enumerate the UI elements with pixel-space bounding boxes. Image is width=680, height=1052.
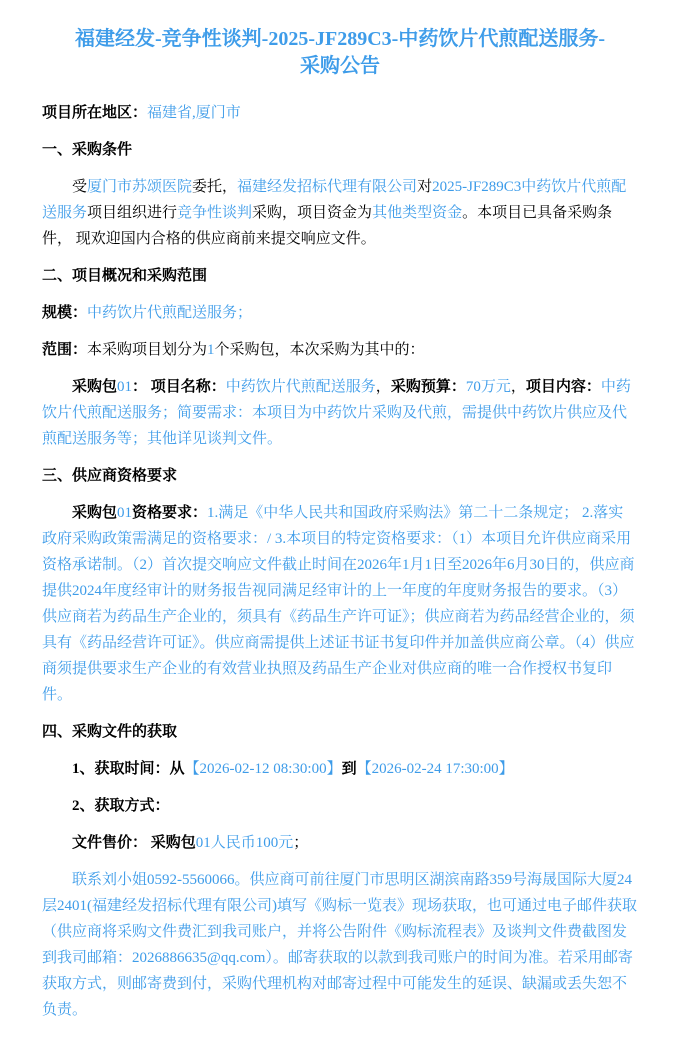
text-segment: 2025-JF289C3中药饮片代煎配送服务: [42, 179, 627, 221]
meta-line: [42, 300, 638, 326]
text-segment: 采购，项目资金为: [252, 205, 373, 221]
section-heading: 三、供应商资格要求: [42, 468, 178, 484]
text-segment: 对: [417, 179, 433, 195]
text-segment: 01人民币100元: [195, 835, 294, 851]
text-segment: 01: [117, 505, 133, 521]
text-segment: 范围：: [42, 342, 88, 358]
text-segment: 联系刘小姐0592-5560066。供应商可前往厦门市思明区湖滨南路359号海晟国际大厦24层2401(福建经发招标代理有限公司)填写《购标一览表》现场获取，也可通过电子邮件获取（供应商将采购文件费汇到我司账户，并将公告附件《购标流程表》及谈判文件费截图发到我司邮箱：2026886635@qq.com）。邮寄获取的以款到我司账户的时间为准。若采用邮寄获取方式，则邮寄费到付，采购代理机构对邮寄过程中可能发生的延误、缺漏或丢失恕不负责。: [42, 872, 637, 1018]
text-segment: 到: [341, 761, 357, 777]
paragraph: [42, 174, 638, 252]
text-segment: 中药饮片代煎配送服务；简要需求：本项目为中药饮片采购及代煎，需提供中药饮片供应及代煎配送服务等；其他详见谈判文件。: [42, 379, 631, 447]
text-segment: 竞争性谈判: [177, 205, 253, 221]
text-segment: ，: [510, 379, 526, 395]
text-segment: 委托，: [192, 179, 238, 195]
text-segment: 规模：: [42, 305, 88, 321]
text-segment: 个采购包，本次采购为其中的：: [214, 342, 425, 358]
text-segment: 。本项目已具备采购条件， 现欢迎国内合格的供应商前来提交响应文件。: [42, 205, 613, 247]
text-segment: ；: [293, 835, 309, 851]
text-segment: 中药饮片代煎配送服务；: [87, 305, 253, 321]
text-segment: 其他类型资金: [372, 205, 463, 221]
paragraph: [42, 500, 638, 708]
text-segment: 采购预算：: [390, 379, 466, 395]
text-segment: 采购包: [72, 379, 118, 395]
text-segment: 福建省,厦门市: [147, 105, 241, 121]
text-segment: 项目所在地区：: [42, 105, 148, 121]
text-segment: 受: [72, 179, 88, 195]
section-heading: 二、项目概况和采购范围: [42, 268, 208, 284]
paragraph: [42, 793, 638, 819]
text-segment: 2、获取方式：: [72, 798, 170, 814]
section-heading: 四、采购文件的获取: [42, 724, 178, 740]
meta-line: [42, 337, 638, 363]
section-heading: 一、采购条件: [42, 142, 133, 158]
text-segment: 厦门市苏颂医院: [87, 179, 193, 195]
text-segment: 本采购项目划分为: [87, 342, 208, 358]
text-segment: 采购包: [72, 505, 118, 521]
text-segment: ： 项目名称：: [132, 379, 226, 395]
paragraph: [42, 374, 638, 452]
text-segment: 1、获取时间：从: [72, 761, 185, 777]
text-segment: 资格要求：: [132, 505, 208, 521]
text-segment: 文件售价： 采购包: [72, 835, 196, 851]
text-segment: 01: [117, 379, 133, 395]
text-segment: 项目内容：: [525, 379, 601, 395]
meta-line: [42, 100, 638, 126]
paragraph: [42, 830, 638, 856]
text-segment: 中药饮片代煎配送服务: [225, 379, 376, 395]
page-title: 福建经发-竞争性谈判-2025-JF289C3-中药饮片代煎配送服务-采购公告: [75, 28, 605, 77]
document-body: [42, 100, 638, 1023]
text-segment: 1.满足《中华人民共和国政府采购法》第二十二条规定； 2.落实政府采购政策需满足的资格要求：/ 3.本项目的特定资格要求：（1）本项目允许供应商采用资格承诺制。（2）首次提交响应文件截止时间在2026年1月1日至2026年6月30日的，供应商提供2024年度经审计的财务报告视同满足经审计的上一年度的年度财务报告的要求。（3）供应商若为药品生产企业的，须具有《药品生产许可证》；供应商若为药品经营企业的，须具有《药品经营许可证》。供应商需提供上述证书证书复印件并加盖供应商公章。（4）供应商须提供要求生产企业的有效营业执照及药品生产企业对供应商的唯一合作授权书复印件。: [42, 505, 635, 703]
text-segment: 福建经发招标代理有限公司: [237, 179, 418, 195]
text-segment: 【2026-02-12 08:30:00】: [184, 761, 342, 777]
text-segment: 70万元: [465, 379, 511, 395]
text-segment: 1: [207, 342, 215, 358]
text-segment: ，: [375, 379, 391, 395]
text-segment: 项目组织进行: [87, 205, 178, 221]
paragraph: [42, 867, 638, 1023]
text-segment: 【2026-02-24 17:30:00】: [356, 761, 514, 777]
paragraph: [42, 756, 638, 782]
